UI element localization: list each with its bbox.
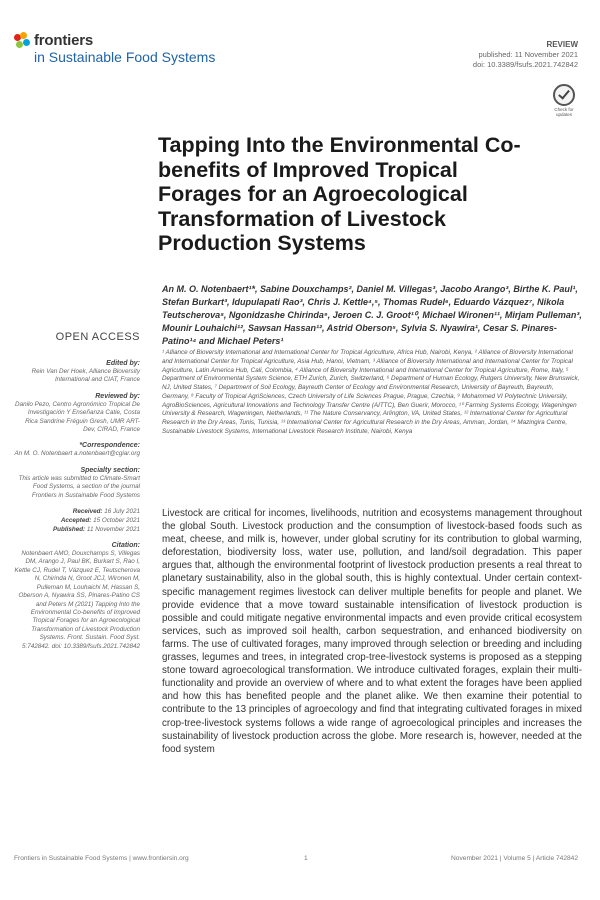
published-label: Published: — [52, 526, 86, 534]
article-sidebar — [14, 331, 140, 658]
correspondence-value[interactable]: An M. O. Notenbaert a.notenbaert@cgiar.org — [14, 450, 140, 458]
published-date: published: 11 November 2021 — [478, 50, 578, 59]
received-date: 16 July 2021 — [104, 508, 140, 516]
published-date-sidebar: 11 November 2021 — [86, 526, 140, 534]
edited-by-label: Edited by: — [106, 360, 140, 367]
specialty-label: Specialty section: — [80, 466, 140, 474]
citation-label: Citation: — [111, 542, 140, 550]
correspondence-block — [14, 441, 140, 458]
frontiers-logo-icon — [14, 32, 32, 50]
open-access-label: OPEN ACCESS — [55, 331, 140, 343]
accepted-label: Accepted: — [60, 517, 92, 525]
correspondence-label: *Correspondence: — [79, 442, 140, 450]
article-title: Tapping Into the Environmental Co-benefits of Improved Tropical Forages for an Agroecological Transformation of Livestock Production Systems — [158, 133, 521, 255]
article-type: REVIEW — [546, 40, 578, 49]
specialty-value: This article was submitted to Climate-Smart Food Systems, a section of the journal Frontiers in Sustainable Food Systems — [18, 474, 140, 499]
footer-issue-info: November 2021 | Volume 5 | Article 742842 — [451, 855, 578, 862]
logo-name: frontiers — [34, 32, 94, 49]
edited-by-value: Rein Van Der Hoek, Alliance Bioversity International and CIAT, France — [31, 368, 140, 384]
reviewed-by-label: Reviewed by: — [95, 392, 140, 400]
abstract: Livestock are critical for incomes, livelihoods, nutrition and ecosystems management throughout the global South. Livestock production and the consumption of livestock-based foods such as meat, cheese, and milk is, however, under global scrutiny for its contribution to global warming, deforestation, biodiversity loss, water use, pollution, and land/soil degradation. This paper argues that, although the environmental footprint of livestock production presents a real threat to planetary sustainability, also in the global south, this is highly contextual. Under certain context-specific management regimes livestock can deliver multiple benefits for people and planet. We provide evidence that a move toward sustainable intensification of livestock production is possible and could mitigate negative environmental impacts and even provide critical ecosystem services, such as improved soil health, carbon sequestration, and enhanced biodiversity on farms. The use of cultivated forages, many improved through selection or breeding and including grasses, legumes and trees, in integrated crop-tree-livestock systems is proposed as a stepping stone toward agroecological transformation. We introduce cultivated forages, explain their multi-functionality and provide an overview of where and to what extent the forages have been applied and how this has benefited people and the planet alike. We then examine their potential to contribute to the 13 principles of agroecology and find that integrating cultivated forages in mixed crop-tree-livestock systems follows a wide range of agroecological principles and increases the sustainability of livestock production across the globe. More research is, however, needed at the food system — [162, 508, 582, 755]
author-list: An M. O. Notenbaert¹*, Sabine Douxchamps², Daniel M. Villegas³, Jacobo Arango³, Birthe K. Paul¹, Stefan Burkart³, Idupulapati Rao³, Chris J. Kettle⁴,⁵, Thomas Rudel⁶, Eduardo Vázquez⁷, Nikola Teutscherova⁸, Ngonidzashe Chirinda⁹, Jeroen C. J. Groot¹⁰, Michael Wironen¹¹, Mirjam Pulleman³, Mounir Louhaichi¹², Sawsan Hassan¹², Astrid Oberson⁵, Sylvia S. Nyawira¹, Cesar S. Pinares-Patino¹⁴ and Michael Peters¹ — [162, 284, 582, 346]
check-for-updates-button[interactable] — [550, 84, 578, 118]
dates-block — [14, 507, 140, 534]
accepted-date: 15 October 2021 — [93, 517, 140, 525]
footer-journal-link[interactable]: Frontiers in Sustainable Food Systems | www.frontiersin.org — [14, 855, 189, 862]
edited-by-block — [14, 359, 140, 385]
specialty-block — [14, 466, 140, 500]
reviewed-by-value: Danilo Pezo, Centro Agronómico Tropical De Investigación Y Enseñanza Catie, Costa Rica Sandrine Fréguin Gresh, UMR ART-Dev, CIRAD, France — [15, 400, 140, 434]
citation-block — [14, 541, 140, 651]
reviewed-by-block — [14, 392, 140, 435]
doi-link[interactable]: doi: 10.3389/fsufs.2021.742842 — [472, 60, 578, 69]
article-meta — [473, 40, 578, 70]
check-icon — [553, 84, 575, 106]
page-number: 1 — [304, 855, 308, 862]
updates-badge-label: Check for updates — [554, 107, 574, 117]
citation-value: Notenbaert AMO, Douxchamps S, Villegas DM, Arango J, Paul BK, Burkart S, Rao I, Kettle CJ, Rudel T, Vázquez E, Teutscherova N, Chirinda N, Groot JCJ, Wironen M, Pulleman M, Louhaichi M, Hassan S, Oberson A, Nyawira SS, Pinares-Patino CS and Peters M (2021) Tapping Into the Environmental Co-benefits of Improved Tropical Forages for an Agroecological Transformation of Livestock Production Systems. Front. Sustain. Food Syst. 5:742842. doi: 10.3389/fsufs.2021.742842 — [14, 550, 140, 650]
received-label: Received: — [72, 508, 103, 516]
journal-name: in Sustainable Food Systems — [34, 49, 216, 65]
affiliations: ¹ Alliance of Bioversity International and International Center for Tropical Agriculture, Africa Hub, Nairobi, Kenya, ² Alliance of Bioversity International and International Center for Tropical Agriculture, Asia Hub, Hanoi, Vietnam, ³ Alliance of Bioversity International and International Center for Tropical Agriculture, Latin America Hub, Cali, Colombia, ⁴ Alliance of Bioversity International and International Center for Tropical Agriculture, Rome, Italy, ⁵ Department of Environmental System Science, ETH Zurich, Zurich, Switzerland, ⁶ Department of Human Ecology, Rutgers University, New Brunswick, NJ, United States, ⁷ Department of Soil Ecology, Bayreuth Center of Ecology and Environmental Research, University of Bayreuth, Bayreuth, Germany, ⁸ Faculty of Tropical AgriSciences, Czech University of Life Sciences Prague, Prague, Czechia, ⁹ Mohammed VI Polytechnic University, AgroBioSciences, Agricultural Innovations and Technology Transfer Centre (AITTC), Ben Guerir, Morocco, ¹⁰ Farming Systems Ecology, Wageningen University & Research, Wageningen, Netherlands, ¹¹ The Nature Conservancy, Arlington, VA, United States, ¹² International Center for Agricultural Research in the Dry Areas, Tunis, Tunisia, ¹³ International Center for Agricultural Research in the Dry Areas, Amman, Jordan, ¹⁴ Mazingira Centre, Sustainable Livestock Systems, International Livestock Research Institute, Nairobi, Kenya — [162, 349, 580, 435]
